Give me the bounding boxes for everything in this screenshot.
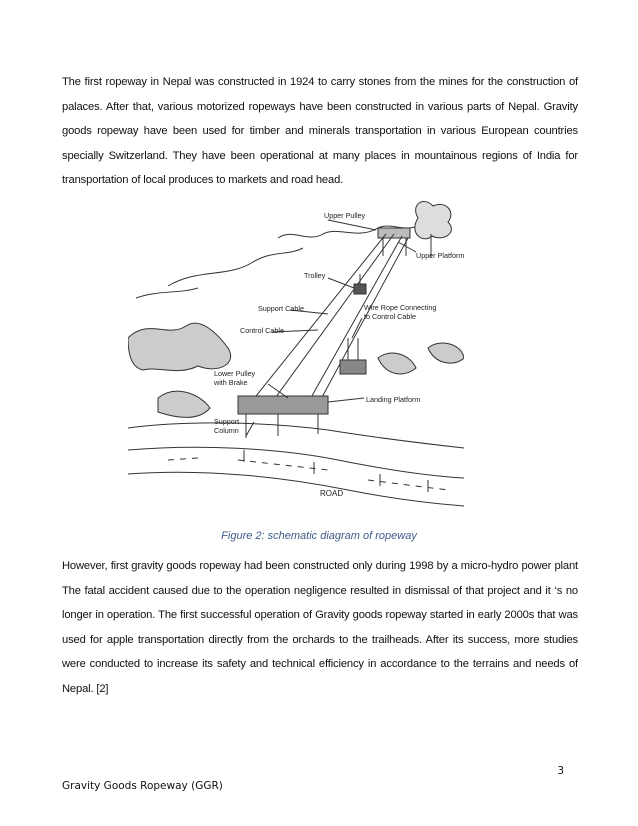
label-road: ROAD <box>320 489 344 498</box>
label-lower-pulley-1: Lower Pulley <box>214 369 256 378</box>
label-wire-rope-2: to Control Cable <box>364 312 416 321</box>
ropeway-schematic-image <box>128 198 464 512</box>
label-support-column-2: Column <box>214 426 239 435</box>
page-number: 3 <box>557 765 564 777</box>
label-support-cable: Support Cable <box>258 304 304 313</box>
label-landing-platform: Landing Platform <box>366 395 421 404</box>
figure-caption: Figure 2: schematic diagram of ropeway <box>221 530 417 542</box>
paragraph-history: However, first gravity goods ropeway had been constructed only during 1998 by a micro-hydro power plant The fatal accident caused due to the operation negligence resulted in dismissal of that project and it ‘s no longer in operation. The first successful operation of Gravity goods ropeway started in early 2000s that was used for apple transportation directly from the orchards to the trailheads. After its success, more studies were conducted to increase its safety and technical efficiency in accordance to the terrains and needs of Nepal. [2] <box>62 560 578 695</box>
label-upper-platform: Upper Platform <box>416 251 464 260</box>
ropeway-diagram <box>128 198 464 512</box>
label-control-cable: Control Cable <box>240 326 284 335</box>
label-wire-rope-1: Wire Rope Connecting <box>364 303 437 312</box>
label-support-column-1: Support <box>214 417 240 426</box>
paragraph-intro: The first ropeway in Nepal was constructed in 1924 to carry stones from the mines for the construction of palaces. After that, various motorized ropeways have been constructed in various parts of Nepal. Gravity goods ropeway have been used for timber and minerals transportation in various European countries specially Switzerland. They have been operational at many places in mountainous regions of India for transportation of local produces to markets and road head. <box>62 76 578 186</box>
label-trolley: Trolley <box>304 271 326 280</box>
footer-title: Gravity Goods Ropeway (GGR) <box>62 780 223 792</box>
label-lower-pulley-2: with Brake <box>214 378 248 387</box>
label-upper-pulley: Upper Pulley <box>324 211 366 220</box>
